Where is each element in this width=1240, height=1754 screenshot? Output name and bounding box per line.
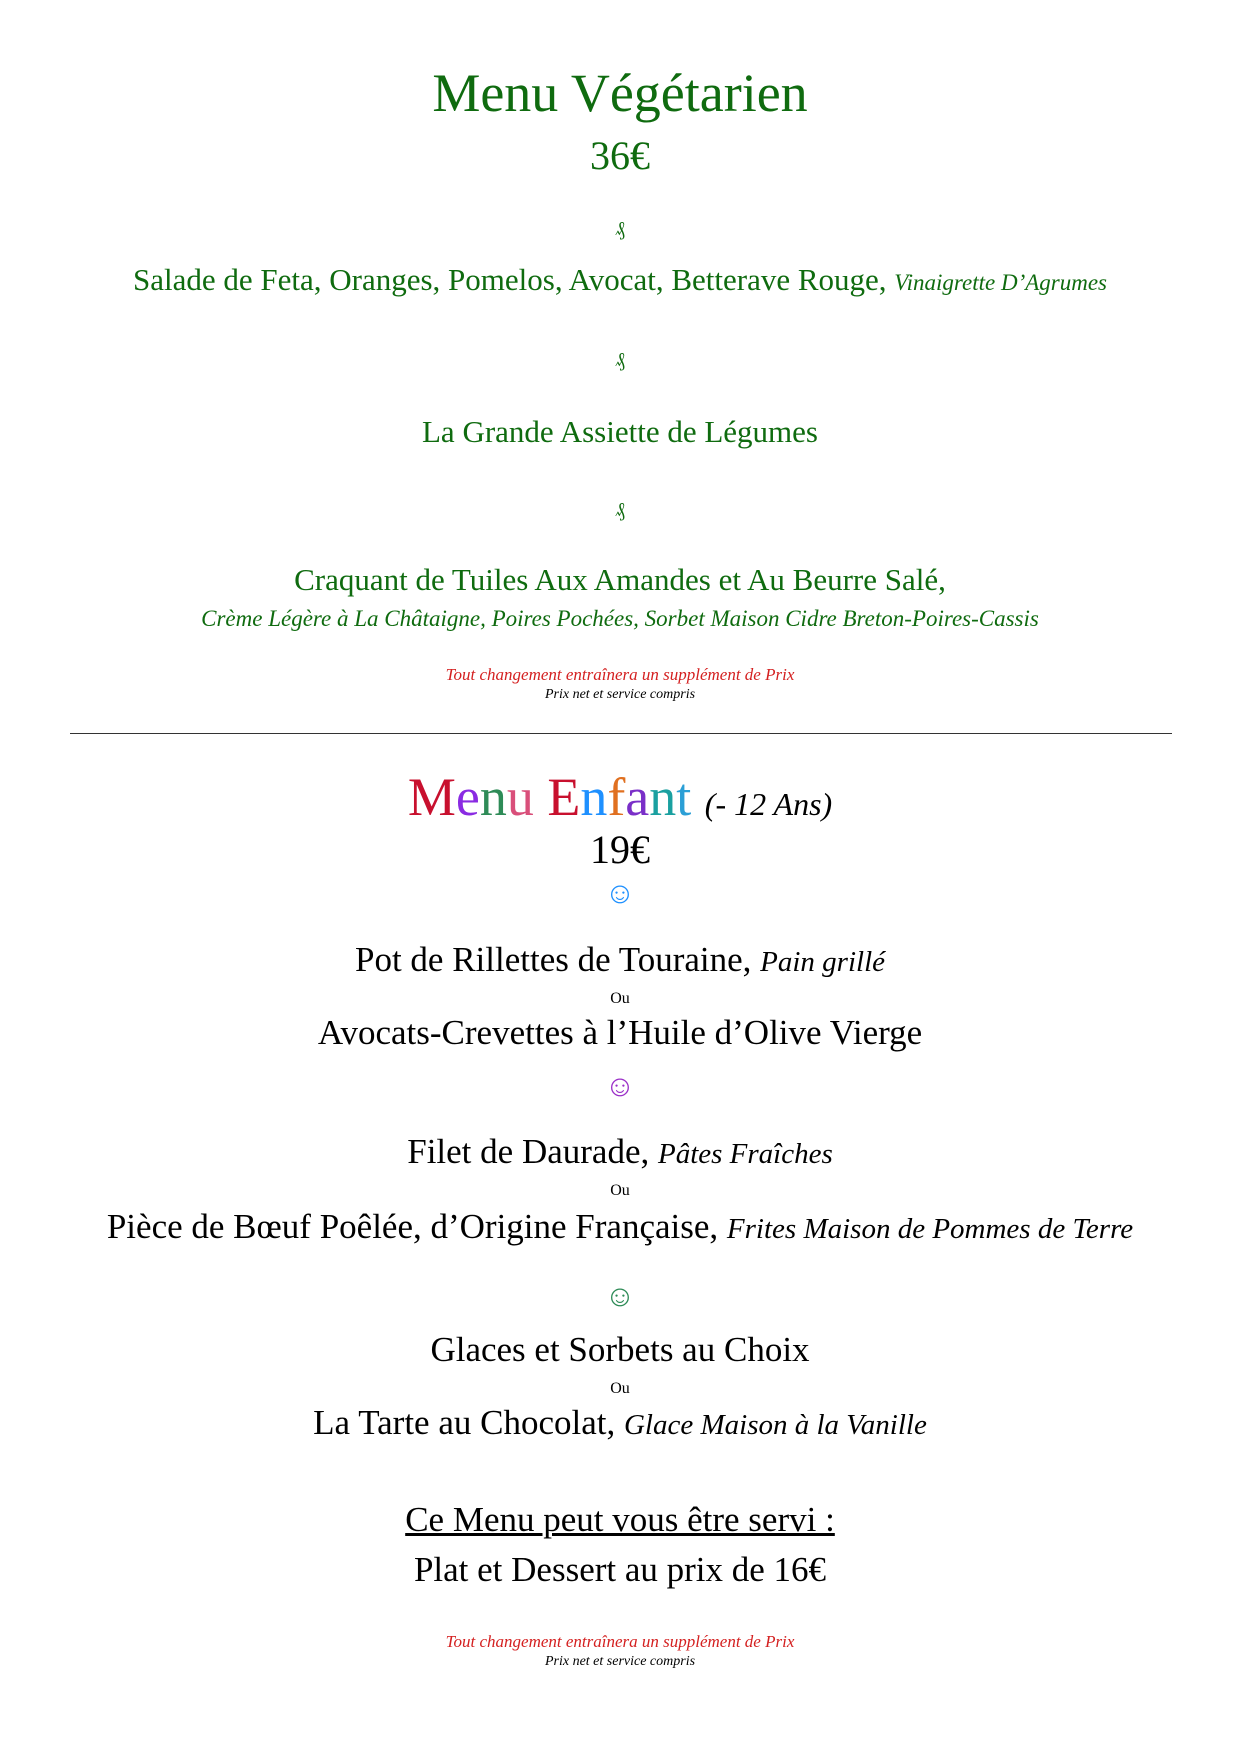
kids-menu-title-text	[408, 767, 691, 827]
kids-dessert-1: Glaces et Sorbets au Choix	[430, 1330, 810, 1369]
or-separator: Ou	[610, 1182, 630, 1199]
ornament-icon: ₰	[615, 218, 625, 240]
kids-dessert-2-main: La Tarte au Chocolat,	[313, 1403, 616, 1442]
ornament-icon: ₰	[615, 499, 625, 521]
kids-title-letter: u	[506, 767, 534, 827]
kids-title-letter: a	[625, 767, 650, 827]
veg-starter-accompaniment: Vinaigrette D’Agrumes	[894, 270, 1108, 295]
kids-dessert-2	[0, 1403, 1240, 1443]
kids-title-letter: n	[649, 767, 677, 827]
kids-menu-price: 19€	[590, 827, 650, 872]
formula-text: Plat et Dessert au prix de 16€	[413, 1550, 827, 1589]
kids-title-letter: M	[407, 767, 456, 827]
kids-note-price: Prix net et service compris	[544, 1654, 696, 1669]
formula-title-text: Ce Menu peut vous être servi :	[405, 1500, 835, 1539]
veg-menu-price: 36€	[590, 133, 650, 178]
kids-starter-2: Avocats-Crevettes à l’Huile d’Olive Vierge	[317, 1013, 923, 1052]
kids-menu-age-note: (- 12 Ans)	[704, 786, 833, 822]
kids-main-1	[0, 1132, 1240, 1172]
kids-title-letter	[534, 767, 548, 827]
smile-icon: ☺	[604, 1280, 636, 1313]
veg-note-change: Tout changement entraînera un supplément de Prix	[445, 665, 795, 684]
veg-dessert: Craquant de Tuiles Aux Amandes et Au Beurre Salé,	[294, 562, 946, 597]
ornament-icon: ₰	[615, 349, 625, 371]
kids-main-1-main: Filet de Daurade,	[407, 1132, 650, 1171]
kids-title-letter: t	[676, 767, 692, 827]
kids-main-1-accompaniment: Pâtes Fraîches	[657, 1138, 833, 1170]
kids-title-letter: E	[547, 767, 581, 827]
or-separator: Ou	[610, 990, 630, 1007]
or-separator: Ou	[610, 1380, 630, 1397]
kids-title-letter: e	[455, 767, 480, 827]
smile-icon: ☺	[604, 1070, 636, 1103]
veg-menu-title: Menu Végétarien	[432, 63, 808, 123]
kids-starter-1-main: Pot de Rillettes de Touraine,	[354, 940, 752, 979]
kids-title-letter: n	[479, 767, 507, 827]
kids-starter-1	[0, 940, 1240, 980]
section-divider	[70, 733, 1172, 734]
kids-dessert-2-accompaniment: Glace Maison à la Vanille	[623, 1409, 927, 1441]
kids-starter-1-accompaniment: Pain grillé	[760, 946, 886, 978]
kids-title-letter: f	[607, 767, 626, 827]
smile-icon: ☺	[604, 877, 636, 910]
veg-dessert-accompaniment: Crème Légère à La Châtaigne, Poires Pochées, Sorbet Maison Cidre Breton-Poires-Cassis	[201, 606, 1039, 631]
veg-main-course: La Grande Assiette de Légumes	[422, 414, 818, 449]
veg-note-price: Prix net et service compris	[544, 687, 696, 702]
kids-menu-title	[0, 766, 1240, 828]
kids-main-2-main: Pièce de Bœuf Poêlée, d’Origine Française,	[106, 1207, 719, 1246]
veg-starter-main: Salade de Feta, Oranges, Pomelos, Avocat, Betterave Rouge,	[132, 262, 887, 297]
kids-note-change: Tout changement entraînera un supplément de Prix	[445, 1632, 795, 1651]
formula-title	[0, 1500, 1240, 1540]
kids-title-letter: n	[580, 767, 608, 827]
kids-main-2-accompaniment: Frites Maison de Pommes de Terre	[726, 1213, 1134, 1245]
veg-starter	[0, 262, 1240, 298]
kids-main-2	[0, 1207, 1240, 1247]
